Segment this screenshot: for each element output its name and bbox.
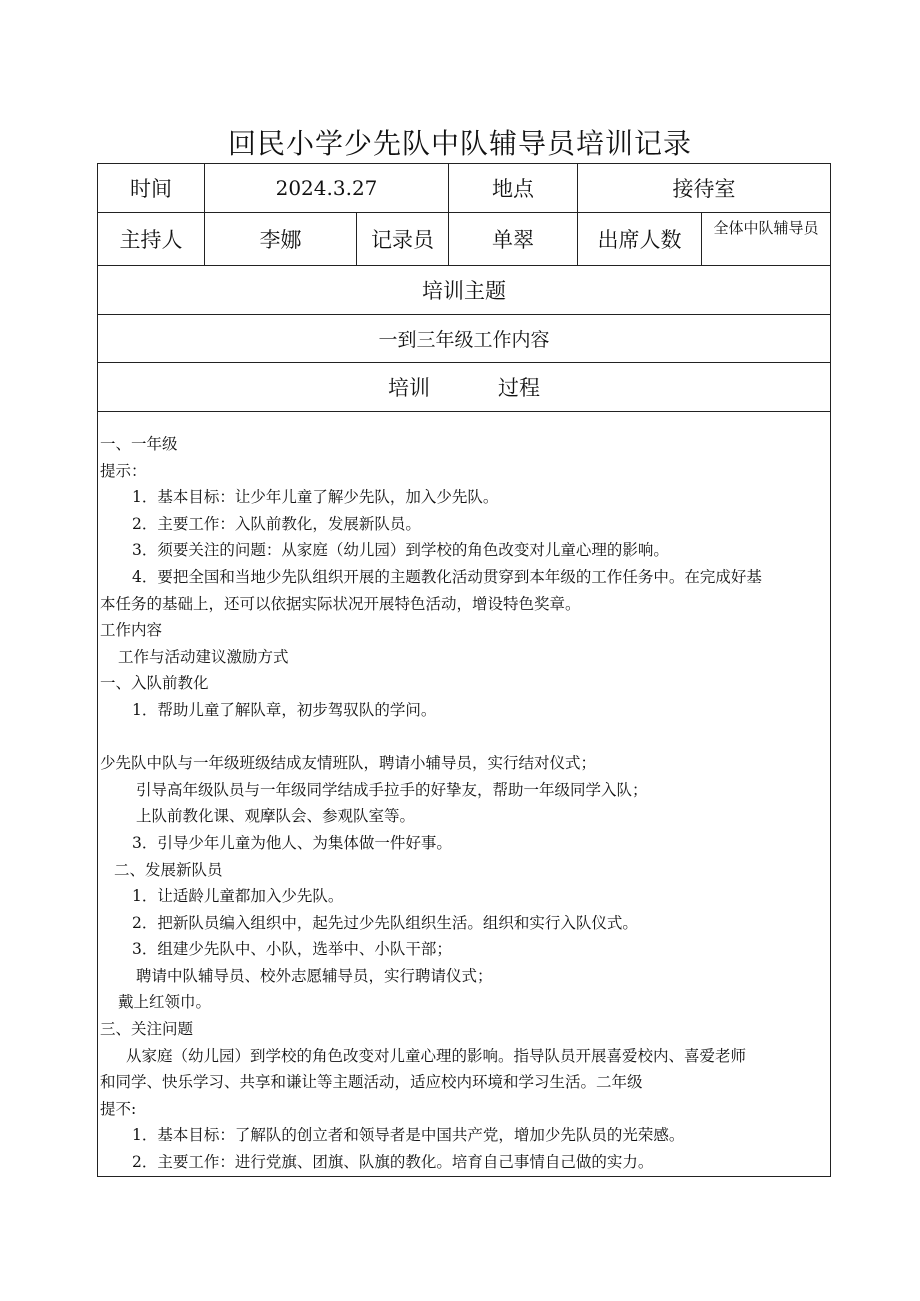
- content-line: 提示：: [100, 461, 147, 480]
- content-line: 2．主要工作：入队前教化，发展新队员。: [132, 514, 421, 533]
- content-line: 聘请中队辅导员、校外志愿辅导员，实行聘请仪式；: [136, 966, 493, 985]
- host-label: 主持人: [98, 213, 205, 266]
- row-process-label: [98, 363, 831, 412]
- content-line: 工作内容: [100, 621, 163, 640]
- content-line: 1．让适龄儿童都加入少先队。: [132, 887, 344, 906]
- content-line: 工作与活动建议激励方式: [118, 647, 289, 666]
- content-line: 3．引导少年儿童为他人、为集体做一件好事。: [132, 833, 452, 852]
- content-line: 1．基本目标：让少年儿童了解少先队，加入少先队。: [132, 488, 499, 507]
- content-line: 2．把新队员编入组织中，起先过少先队组织生活。组织和实行入队仪式。: [132, 913, 638, 932]
- time-value: 2024.3.27: [205, 164, 449, 213]
- content-line: 本任务的基础上，还可以依据实际状况开展特色活动，增设特色奖章。: [100, 594, 581, 613]
- process-label: [98, 363, 831, 412]
- place-label: 地点: [449, 164, 578, 213]
- content-line: 3．组建少先队中、小队，选举中、小队干部；: [132, 940, 452, 959]
- content-line: 上队前教化课、观摩队会、参观队室等。: [136, 807, 416, 826]
- recorder-value: 单翠: [449, 213, 578, 266]
- host-value: 李娜: [205, 213, 357, 266]
- topic-value: 一到三年级工作内容: [98, 315, 831, 363]
- topic-label: 培训主题: [98, 266, 831, 315]
- content-line: 3．须要关注的问题：从家庭（幼儿园）到学校的角色改变对儿童心理的影响。: [132, 541, 669, 560]
- process-content: [98, 412, 831, 1177]
- process-label-a: 培训: [388, 376, 430, 400]
- row-time-place: [98, 164, 831, 213]
- training-record-table: [97, 163, 831, 1177]
- row-topic-label: [98, 266, 831, 315]
- content-line: 二、发展新队员: [114, 860, 223, 879]
- content-line: 三、关注问题: [100, 1020, 194, 1039]
- attendance-label: 出席人数: [578, 213, 702, 266]
- attendance-value: 全体中队辅导员: [702, 213, 831, 266]
- row-process-content: [98, 412, 831, 1177]
- content-line: 1．基本目标：了解队的创立者和领导者是中国共产党，增加少先队员的光荣感。: [132, 1126, 685, 1145]
- content-line: 2．主要工作：进行党旗、团旗、队旗的教化。培育自己事情自己做的实力。: [132, 1153, 654, 1172]
- content-line: 1．帮助儿童了解队章，初步驾驭队的学问。: [132, 700, 437, 719]
- content-line: 引导高年级队员与一年级同学结成手拉手的好挚友，帮助一年级同学入队；: [136, 780, 648, 799]
- content-line: 从家庭（幼儿园）到学校的角色改变对儿童心理的影响。指导队员开展喜爱校内、喜爱老师: [126, 1046, 747, 1065]
- place-value: 接待室: [578, 164, 831, 213]
- process-label-b: 过程: [498, 376, 540, 400]
- row-host-recorder: [98, 213, 831, 266]
- content-line: 一、入队前教化: [100, 674, 209, 693]
- content-line: 戴上红领巾。: [118, 993, 212, 1012]
- content-line: 和同学、快乐学习、共享和谦让等主题活动，适应校内环境和学习生活。二年级: [100, 1073, 643, 1092]
- content-line: 一、一年级: [100, 435, 178, 453]
- page-title: 回民小学少先队中队辅导员培训记录: [227, 127, 692, 160]
- content-line: 提不:: [100, 1099, 137, 1118]
- content-line-split: [98, 724, 830, 751]
- content-line: 4．要把全国和当地少先队组织开展的主题教化活动贯穿到本年级的工作任务中。在完成好基: [132, 567, 762, 586]
- time-label: 时间: [98, 164, 205, 213]
- recorder-label: 记录员: [357, 213, 449, 266]
- content-line: 少先队中队与一年级班级结成友情班队，聘请小辅导员，实行结对仪式；: [100, 754, 597, 773]
- row-topic-value: [98, 315, 831, 363]
